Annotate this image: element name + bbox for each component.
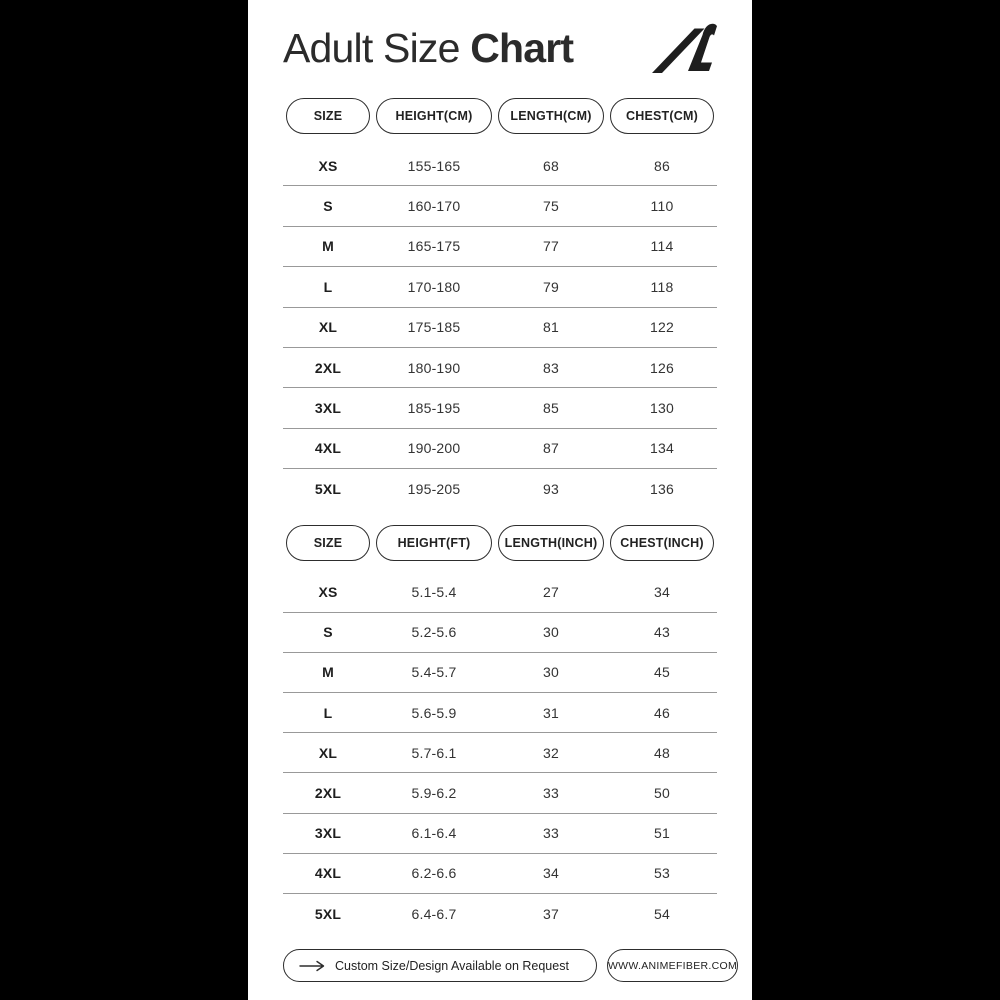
size-cell: M	[322, 238, 334, 255]
height-cell: 190-200	[407, 440, 461, 457]
height-cell: 175-185	[407, 319, 461, 336]
table-row-l	[283, 267, 717, 307]
height-cell: 155-165	[407, 157, 461, 174]
website-pill	[607, 949, 738, 982]
footer	[283, 949, 737, 982]
title-row	[283, 21, 717, 75]
table-row-xl	[283, 308, 717, 348]
length-cell: 30	[543, 664, 559, 681]
length-cell: 33	[543, 785, 559, 802]
table-row-m	[283, 227, 717, 267]
height-cell: 6.2-6.6	[411, 865, 457, 882]
size-cell: XS	[318, 584, 338, 601]
height-cell: 5.2-5.6	[411, 624, 457, 641]
height-cell: 180-190	[407, 359, 461, 376]
chest-cell: 54	[654, 906, 670, 923]
page-title-bold: Chart	[470, 24, 574, 71]
table-row-m	[283, 653, 717, 693]
page-title	[283, 24, 574, 71]
chest-cell: 86	[654, 157, 670, 174]
size-chart-card	[248, 0, 752, 1000]
table-row-s	[283, 186, 717, 226]
size-cell: M	[322, 664, 334, 681]
length-cell: 37	[543, 906, 559, 923]
height-cell: 195-205	[407, 481, 461, 498]
custom-size-note-pill	[283, 949, 597, 982]
chest-cell: 110	[650, 198, 674, 215]
length-cell: 31	[543, 704, 559, 721]
size-cell: 2XL	[314, 359, 342, 376]
height-cell: 165-175	[407, 238, 461, 255]
table-row-xs	[283, 146, 717, 186]
chest-cell: 45	[654, 664, 670, 681]
size-cell: 3XL	[314, 825, 342, 842]
header-pill-chest-cm: CHEST(CM)	[610, 98, 714, 134]
size-cell: XS	[318, 157, 338, 174]
length-cell: 79	[543, 278, 559, 295]
length-cell: 68	[543, 157, 559, 174]
chest-cell: 46	[654, 704, 670, 721]
metric-header-row	[283, 98, 717, 134]
size-cell: XL	[318, 319, 338, 336]
height-cell: 6.4-6.7	[411, 906, 457, 923]
length-cell: 85	[543, 400, 559, 417]
height-cell: 170-180	[407, 278, 461, 295]
brand-a-logo-icon	[651, 22, 717, 74]
length-cell: 34	[543, 865, 559, 882]
table-row-5xl	[283, 894, 717, 934]
chest-cell: 114	[650, 238, 674, 255]
header-pill-size: SIZE	[286, 98, 370, 134]
table-row-3xl	[283, 388, 717, 428]
height-cell: 5.7-6.1	[411, 744, 457, 761]
size-cell: XL	[318, 744, 338, 761]
chest-cell: 48	[654, 744, 670, 761]
page-title-regular: Adult Size	[283, 24, 471, 71]
chest-cell: 126	[650, 359, 674, 376]
table-row-4xl	[283, 429, 717, 469]
size-cell: 3XL	[314, 400, 342, 417]
height-cell: 6.1-6.4	[411, 825, 457, 842]
table-row-s	[283, 613, 717, 653]
chest-cell: 118	[650, 278, 674, 295]
metric-size-table	[283, 146, 717, 510]
size-cell: S	[323, 624, 333, 641]
length-cell: 81	[543, 319, 559, 336]
length-cell: 77	[543, 238, 559, 255]
length-cell: 83	[543, 359, 559, 376]
chest-cell: 130	[650, 400, 674, 417]
length-cell: 27	[543, 584, 559, 601]
height-cell: 5.4-5.7	[411, 664, 457, 681]
size-cell: L	[323, 278, 333, 295]
header-pill-size: SIZE	[286, 525, 370, 561]
table-row-5xl	[283, 469, 717, 509]
height-cell: 185-195	[407, 400, 461, 417]
imperial-header-row	[283, 525, 717, 561]
chest-cell: 50	[654, 785, 670, 802]
header-pill-height-ft: HEIGHT(FT)	[376, 525, 492, 561]
chest-cell: 34	[654, 584, 670, 601]
table-row-xs	[283, 573, 717, 613]
chest-cell: 51	[654, 825, 670, 842]
table-row-l	[283, 693, 717, 733]
height-cell: 5.6-5.9	[411, 704, 457, 721]
size-cell: L	[323, 704, 333, 721]
length-cell: 30	[543, 624, 559, 641]
size-cell: 4XL	[314, 440, 342, 457]
table-row-4xl	[283, 854, 717, 894]
height-cell: 5.1-5.4	[411, 584, 457, 601]
table-row-2xl	[283, 348, 717, 388]
table-row-xl	[283, 733, 717, 773]
length-cell: 93	[543, 481, 559, 498]
chest-cell: 53	[654, 865, 670, 882]
size-cell: 4XL	[314, 865, 342, 882]
website-text: WWW.ANIMEFIBER.COM	[607, 959, 737, 972]
chest-cell: 136	[650, 481, 674, 498]
size-cell: 5XL	[314, 906, 342, 923]
length-cell: 87	[543, 440, 559, 457]
table-row-2xl	[283, 773, 717, 813]
chest-cell: 43	[654, 624, 670, 641]
size-cell: S	[323, 198, 333, 215]
imperial-size-table	[283, 573, 717, 935]
length-cell: 32	[543, 744, 559, 761]
height-cell: 5.9-6.2	[411, 785, 457, 802]
size-cell: 5XL	[314, 481, 342, 498]
length-cell: 75	[543, 198, 559, 215]
chest-cell: 122	[650, 319, 674, 336]
header-pill-chest-inch: CHEST(INCH)	[610, 525, 714, 561]
table-row-3xl	[283, 814, 717, 854]
length-cell: 33	[543, 825, 559, 842]
header-pill-height-cm: HEIGHT(CM)	[376, 98, 492, 134]
height-cell: 160-170	[407, 198, 461, 215]
long-right-arrow-icon	[299, 960, 325, 972]
size-cell: 2XL	[314, 785, 342, 802]
custom-size-note-text: Custom Size/Design Available on Request	[335, 958, 569, 973]
header-pill-length-cm: LENGTH(CM)	[498, 98, 604, 134]
chest-cell: 134	[650, 440, 674, 457]
header-pill-length-inch: LENGTH(INCH)	[498, 525, 604, 561]
